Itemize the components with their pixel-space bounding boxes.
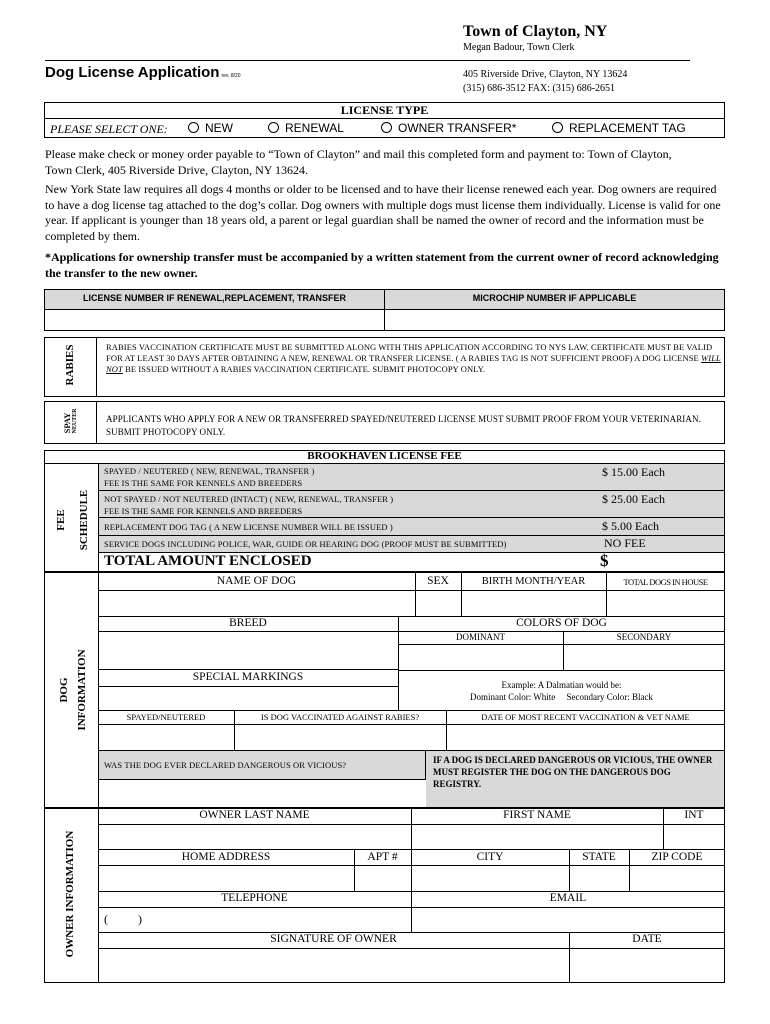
license-number-field[interactable]	[45, 310, 384, 330]
color-example-line2: Dominant Color: White Secondary Color: Black	[469, 692, 654, 702]
instructions-transfer: *Applications for ownership transfer must be accompanied by a written statement from the current owner of record acknowledging the transfer to the new owner.	[45, 250, 719, 280]
dog-total-label: TOTAL DOGS IN HOUSE	[623, 577, 708, 587]
license-number-label: LICENSE NUMBER IF RENEWAL,REPLACEMENT, TRANSFER	[82, 293, 346, 303]
option-owner-transfer-label: OWNER TRANSFER*	[398, 121, 517, 135]
owner-label: OWNER INFORMATION	[64, 830, 76, 958]
dog-sex-label: SEX	[427, 575, 449, 587]
dog-r4-top	[98, 710, 725, 711]
fee-2-amount: $ 25.00 Each	[602, 492, 665, 506]
fee-1-line1: SPAYED / NEUTERED ( NEW, RENEWAL, TRANSFER )	[104, 466, 315, 476]
email-field[interactable]	[412, 908, 724, 932]
vaccinated-field[interactable]	[235, 725, 446, 750]
markings-top	[98, 669, 398, 670]
dog-total-field[interactable]	[607, 591, 724, 616]
vaccinated-label: IS DOG VACCINATED AGAINST RABIES?	[260, 712, 420, 722]
fee-heading: BROOKHAVEN LICENSE FEE	[307, 450, 462, 462]
town-clerk: Megan Badour, Town Clerk	[463, 42, 575, 53]
form-title	[45, 64, 241, 81]
dangerous-answer-field[interactable]	[99, 780, 425, 807]
city-label: CITY	[476, 851, 504, 863]
neuter-label: NEUTER	[72, 408, 78, 434]
total-amount-field[interactable]	[615, 553, 723, 571]
dog-birth-label: BIRTH MONTH/YEAR	[481, 576, 586, 587]
dog-label-top: DOG	[58, 677, 70, 703]
instructions-payment: Please make check or money order payable to “Town of Clayton” and mail this completed form and payment to: Town of Clayton, Town Clerk, 405 Riverside Drive, Clayton, NY 13624.	[45, 147, 672, 177]
header-rule	[45, 60, 690, 61]
microchip-number-field[interactable]	[385, 310, 724, 330]
option-owner-transfer[interactable]	[381, 121, 516, 135]
town-address: 405 Riverside Drive, Clayton, NY 13624	[463, 69, 628, 80]
radio-renewal[interactable]	[268, 122, 279, 133]
owner-first-label: FIRST NAME	[503, 809, 571, 821]
spay-text: APPLICANTS WHO APPLY FOR A NEW OR TRANSFERRED SPAYED/NEUTERED LICENSE MUST SUBMIT PROOF FROM YOUR VETERINARIAN. SUBMIT PHOTOCOPY ONLY.	[106, 414, 701, 437]
color-example-line1: Example: A Dalmatian would be:	[501, 680, 622, 690]
home-address-field[interactable]	[99, 866, 354, 891]
dog-name-field[interactable]	[99, 591, 415, 616]
email-label: EMAIL	[549, 892, 587, 904]
date-field[interactable]	[570, 949, 724, 982]
breed-field[interactable]	[99, 632, 398, 669]
markings-field[interactable]	[99, 687, 398, 710]
rabies-text-emph: WILL NOT	[106, 353, 721, 374]
form-title-text: Dog License Application	[45, 64, 220, 81]
fee-4-line1: SERVICE DOGS INCLUDING POLICE, WAR, GUIDE OR HEARING DOG (PROOF MUST BE SUBMITTED)	[104, 539, 507, 549]
owner-last-field[interactable]	[99, 825, 411, 849]
state-label: STATE	[582, 851, 616, 863]
colors-label: COLORS OF DOG	[516, 617, 607, 629]
fee-1-amount: $ 15.00 Each	[602, 465, 665, 479]
license-type-heading: LICENSE TYPE	[340, 103, 429, 117]
owner-int-label: INT	[684, 809, 704, 821]
spay-split	[96, 401, 97, 444]
total-label: TOTAL AMOUNT ENCLOSED	[104, 553, 312, 569]
rabies-text-a: RABIES VACCINATION CERTIFICATE MUST BE SUBMITTED ALONG WITH THIS APPLICATION ACCORDING TO NYS LAW. CERTIFICATE MUST BE VALID FOR AT LEAST 30 DAYS AFTER OBTAINING A NEW, RENEWAL OR TRANSFER LICENSE. ( A RABIES TAG IS NOT SUFFICIENT PROOF) A DOG LICENSE	[106, 342, 713, 363]
fee-label-bottom: SCHEDULE	[78, 489, 90, 551]
home-address-label: HOME ADDRESS	[181, 851, 271, 863]
total-symbol: $	[600, 551, 609, 570]
fee-label-top: FEE	[55, 509, 67, 531]
option-renewal[interactable]	[268, 121, 344, 135]
zip-label: ZIP CODE	[651, 851, 703, 863]
state-field[interactable]	[570, 866, 629, 891]
dog-birth-field[interactable]	[462, 591, 606, 616]
date-label: DATE	[632, 933, 662, 945]
spayed-label: SPAYED/NEUTERED	[126, 712, 206, 722]
owner-first-field[interactable]	[412, 825, 663, 849]
signature-field[interactable]	[99, 949, 569, 982]
owner-int-field[interactable]	[664, 825, 724, 849]
dog-sex-field[interactable]	[416, 591, 461, 616]
option-new[interactable]	[188, 121, 233, 135]
fee-3-line1: REPLACEMENT DOG TAG ( A NEW LICENSE NUMBER WILL BE ISSUED )	[104, 522, 393, 532]
license-type-divider	[44, 118, 725, 119]
apt-field[interactable]	[355, 866, 411, 891]
city-field[interactable]	[412, 866, 569, 891]
telephone-placeholder: ( )	[104, 912, 142, 926]
spayed-field[interactable]	[99, 725, 234, 750]
license-type-prompt: PLEASE SELECT ONE:	[50, 122, 168, 136]
microchip-number-label: MICROCHIP NUMBER IF APPLICABLE	[472, 293, 637, 303]
signature-label: SIGNATURE OF OWNER	[270, 933, 397, 945]
radio-replacement-tag[interactable]	[552, 122, 563, 133]
vacc-date-label: DATE OF MOST RECENT VACCINATION & VET NAME	[481, 712, 690, 722]
town-phone: (315) 686-3512 FAX: (315) 686-2651	[463, 83, 616, 94]
rabies-label: RABIES	[64, 344, 76, 386]
radio-owner-transfer[interactable]	[381, 122, 392, 133]
fee-4-amount: NO FEE	[604, 536, 646, 550]
breed-label: BREED	[229, 617, 267, 629]
fee-1-line2: FEE IS THE SAME FOR KENNELS AND BREEDERS	[104, 478, 303, 488]
secondary-label: SECONDARY	[616, 632, 672, 642]
dog-label-bottom: INFORMATION	[76, 649, 88, 731]
dog-name-label: NAME OF DOG	[216, 575, 297, 587]
spay-label: SPAY	[62, 412, 72, 434]
markings-label: SPECIAL MARKINGS	[192, 671, 304, 683]
option-replacement-tag-label: REPLACEMENT TAG	[569, 121, 686, 135]
option-replacement-tag[interactable]	[552, 121, 686, 135]
owner-last-label: OWNER LAST NAME	[199, 809, 310, 821]
telephone-field[interactable]	[99, 908, 411, 932]
rabies-text-b: BE ISSUED WITHOUT A RABIES VACCINATION CERTIFICATE. SUBMIT PHOTOCOPY ONLY.	[122, 364, 486, 374]
zip-field[interactable]	[630, 866, 724, 891]
telephone-label: TELEPHONE	[221, 892, 288, 904]
vacc-date-field[interactable]	[447, 725, 724, 750]
fee-2-line2: FEE IS THE SAME FOR KENNELS AND BREEDERS	[104, 506, 303, 516]
fee-3-amount: $ 5.00 Each	[602, 519, 659, 533]
town-name: Town of Clayton, NY	[463, 23, 608, 40]
fee-2-line1: NOT SPAYED / NOT NEUTERED (INTACT) ( NEW, RENEWAL, TRANSFER )	[104, 494, 394, 504]
rabies-split	[96, 337, 97, 397]
secondary-color-field[interactable]	[564, 645, 724, 670]
dominant-label: DOMINANT	[456, 632, 505, 642]
dangerous-note: IF A DOG IS DECLARED DANGEROUS OR VICIOUS, THE OWNER MUST REGISTER THE DOG ON THE DANGEROUS DOG REGISTRY.	[433, 755, 713, 789]
option-renewal-label: RENEWAL	[285, 121, 344, 135]
apt-label: APT #	[367, 851, 398, 863]
form-revision: rev. 8/20	[221, 73, 241, 79]
option-new-label: NEW	[205, 121, 233, 135]
dominant-color-field[interactable]	[399, 645, 563, 670]
colors-bottom	[398, 670, 725, 671]
instructions-law: New York State law requires all dogs 4 months or older to be licensed and to have their license renewed each year. Dog owners are required to have a dog license tag attached to the dog’s collar. Dog owners with multiple dogs must license them individually. License is valid for one year. If applicant is younger than 18 years old, a parent or legal guardian shall be named the owner of record and the information must be completed by them.	[45, 182, 721, 243]
rabies-text	[106, 342, 724, 375]
radio-new[interactable]	[188, 122, 199, 133]
dangerous-question: WAS THE DOG EVER DECLARED DANGEROUS OR VICIOUS?	[104, 760, 347, 770]
